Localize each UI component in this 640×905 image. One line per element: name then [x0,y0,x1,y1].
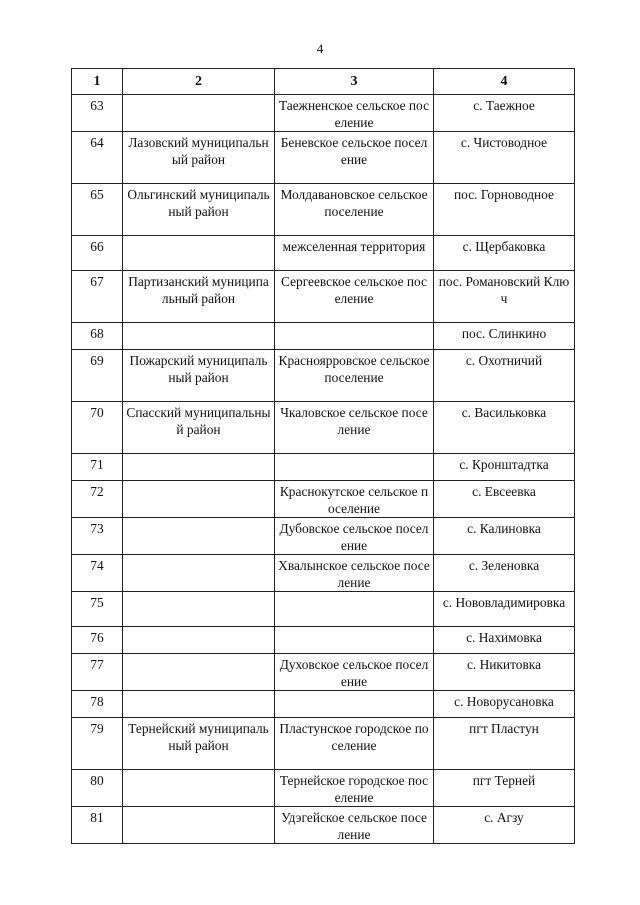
center-cell: с. Зеленовка [434,555,575,592]
district-cell [123,323,275,350]
column-header-center: 4 [434,69,575,95]
district-cell [123,654,275,691]
settlement-cell: Хвалынское сельское поселение [275,555,434,592]
center-cell: с. Таежное [434,95,575,132]
table-row [72,454,575,481]
settlement-cell: Удэгейское сельское поселение [275,807,434,844]
settlement-cell: Духовское сельское поселение [275,654,434,691]
row-number-cell: 66 [72,236,123,271]
table-row [72,323,575,350]
row-number-cell: 78 [72,691,123,718]
row-number-cell: 77 [72,654,123,691]
page-number: 4 [316,41,324,56]
table-row [72,807,575,844]
district-cell: Партизанский муниципальный район [123,271,275,323]
center-cell: с. Агзу [434,807,575,844]
center-cell: с. Калиновка [434,518,575,555]
row-number-cell: 74 [72,555,123,592]
settlement-cell: Дубовское сельское поселение [275,518,434,555]
district-cell [123,481,275,518]
column-header-number: 1 [72,69,123,95]
table-row [72,691,575,718]
settlement-cell: межселенная территория [275,236,434,271]
table-row [72,555,575,592]
center-cell: с. Охотничий [434,350,575,402]
table-body [72,95,575,844]
center-cell: с. Кронштадтка [434,454,575,481]
settlement-cell: Чкаловское сельское поселение [275,402,434,454]
row-number-cell: 72 [72,481,123,518]
settlement-cell: Тернейское городское поселение [275,770,434,807]
center-cell: пгт Пластун [434,718,575,770]
center-cell: с. Нововладимировка [434,592,575,627]
center-cell: пос. Горноводное [434,184,575,236]
table-row [72,236,575,271]
district-cell: Тернейский муниципальный район [123,718,275,770]
settlement-cell [275,454,434,481]
settlement-cell: Сергеевское сельское поселение [275,271,434,323]
settlement-cell: Красноярровское сельское поселение [275,350,434,402]
row-number-cell: 67 [72,271,123,323]
table-row [72,518,575,555]
table-row [72,718,575,770]
row-number-cell: 69 [72,350,123,402]
row-number-cell: 63 [72,95,123,132]
row-number-cell: 76 [72,627,123,654]
row-number-cell: 64 [72,132,123,184]
table-header [72,69,575,95]
row-number-cell: 73 [72,518,123,555]
center-cell: с. Новорусановка [434,691,575,718]
row-number-cell: 81 [72,807,123,844]
district-cell: Лазовский муниципальный район [123,132,275,184]
settlement-cell [275,592,434,627]
center-cell: с. Никитовка [434,654,575,691]
settlement-cell: Молдавановское сельское поселение [275,184,434,236]
district-cell: Спасский муниципальный район [123,402,275,454]
center-cell: с. Васильковка [434,402,575,454]
column-header-settlement: 3 [275,69,434,95]
settlement-cell [275,627,434,654]
district-cell: Пожарский муниципальный район [123,350,275,402]
table-row [72,592,575,627]
settlement-cell: Краснокутское сельское поселение [275,481,434,518]
settlement-cell: Таежненское сельское поселение [275,95,434,132]
row-number-cell: 80 [72,770,123,807]
table-row [72,402,575,454]
district-cell [123,807,275,844]
district-cell [123,454,275,481]
table-row [72,654,575,691]
row-number-cell: 68 [72,323,123,350]
center-cell: с. Щербаковка [434,236,575,271]
row-number-cell: 65 [72,184,123,236]
district-cell [123,691,275,718]
table-row [72,184,575,236]
table-row [72,95,575,132]
district-cell [123,236,275,271]
settlement-cell [275,323,434,350]
center-cell: с. Евсеевка [434,481,575,518]
center-cell: с. Чистоводное [434,132,575,184]
center-cell: пос. Романовский Ключ [434,271,575,323]
row-number-cell: 75 [72,592,123,627]
row-number-cell: 79 [72,718,123,770]
table-row [72,271,575,323]
district-cell [123,555,275,592]
settlement-cell: Беневское сельское поселение [275,132,434,184]
district-cell [123,95,275,132]
center-cell: пгт Терней [434,770,575,807]
district-cell: Ольгинский муниципальный район [123,184,275,236]
district-cell [123,518,275,555]
settlement-cell: Пластунское городское поселение [275,718,434,770]
settlement-cell [275,691,434,718]
row-number-cell: 70 [72,402,123,454]
table-row [72,770,575,807]
header-row [72,69,575,95]
table-row [72,481,575,518]
table-row [72,132,575,184]
settlements-table [71,68,575,844]
district-cell [123,592,275,627]
table-row [72,350,575,402]
row-number-cell: 71 [72,454,123,481]
center-cell: пос. Слинкино [434,323,575,350]
column-header-district: 2 [123,69,275,95]
center-cell: с. Нахимовка [434,627,575,654]
district-cell [123,770,275,807]
table-row [72,627,575,654]
district-cell [123,627,275,654]
